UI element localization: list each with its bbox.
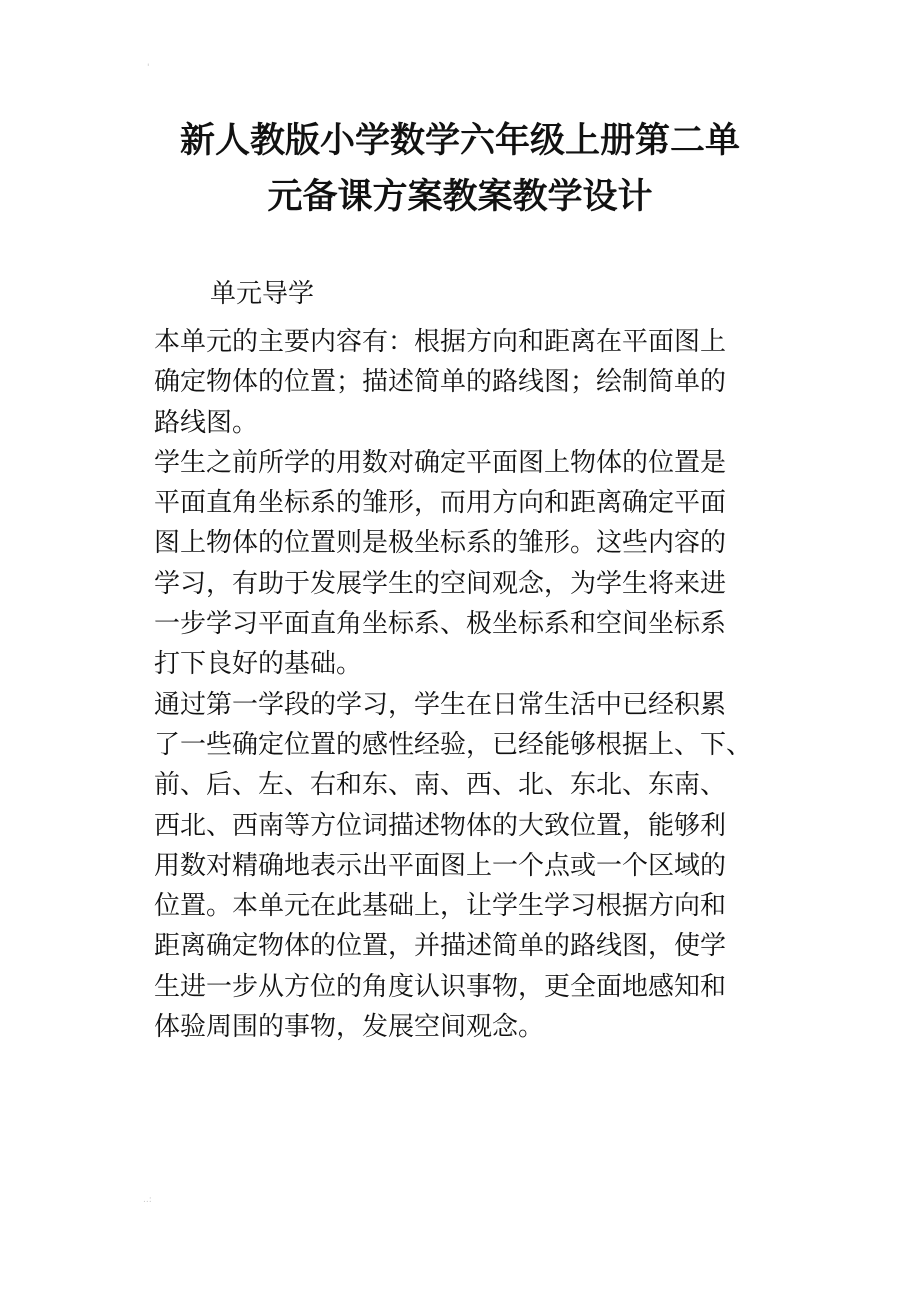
corner-mark-top: ' <box>147 63 150 73</box>
body-line: 用数对精确地表示出平面图上一个点或一个区域的 <box>154 850 727 881</box>
body-line: 确定物体的位置；描述简单的路线图；绘制简单的 <box>154 367 727 398</box>
body-line: 平面直角坐标系的雏形，而用方向和距离确定平面 <box>154 488 727 519</box>
body-line: 学习，有助于发展学生的空间观念，为学生将来进 <box>154 568 727 599</box>
body-line: 一步学习平面直角坐标系、极坐标系和空间坐标系 <box>154 609 727 640</box>
body-line: 西北、西南等方位词描述物体的大致位置，能够利 <box>154 810 727 841</box>
body-line: 本单元的主要内容有：根据方向和距离在平面图上 <box>154 327 727 357</box>
body-line: 位置。本单元在此基础上，让学生学习根据方向和 <box>154 891 727 922</box>
body-text <box>154 322 794 1047</box>
body-line: 距离确定物体的位置，并描述简单的路线图，使学 <box>154 931 727 962</box>
body-line: 学生之前所学的用数对确定平面图上物体的位置是 <box>154 447 727 478</box>
section-heading: 单元导学 <box>210 279 315 309</box>
corner-mark-bottom: ..: <box>143 1195 152 1205</box>
title-line-1: 新人教版小学数学六年级上册第二单 <box>179 121 740 161</box>
body-line: 通过第一学段的学习，学生在日常生活中已经积累 <box>154 689 727 720</box>
body-line: 图上物体的位置则是极坐标系的雏形。这些内容的 <box>154 528 727 559</box>
document-title <box>0 113 920 225</box>
body-line: 打下良好的基础。 <box>154 649 363 680</box>
body-line: 了一些确定位置的感性经验，已经能够根据上、下、 <box>154 729 753 760</box>
body-line: 生进一步从方位的角度认识事物，更全面地感知和 <box>154 971 727 1002</box>
body-line: 体验周围的事物，发展空间观念。 <box>154 1012 545 1043</box>
title-line-2: 元备课方案教案教学设计 <box>267 177 653 217</box>
body-line: 前、后、左、右和东、南、西、北、东北、东南、 <box>154 770 727 801</box>
body-line: 路线图。 <box>154 407 259 438</box>
